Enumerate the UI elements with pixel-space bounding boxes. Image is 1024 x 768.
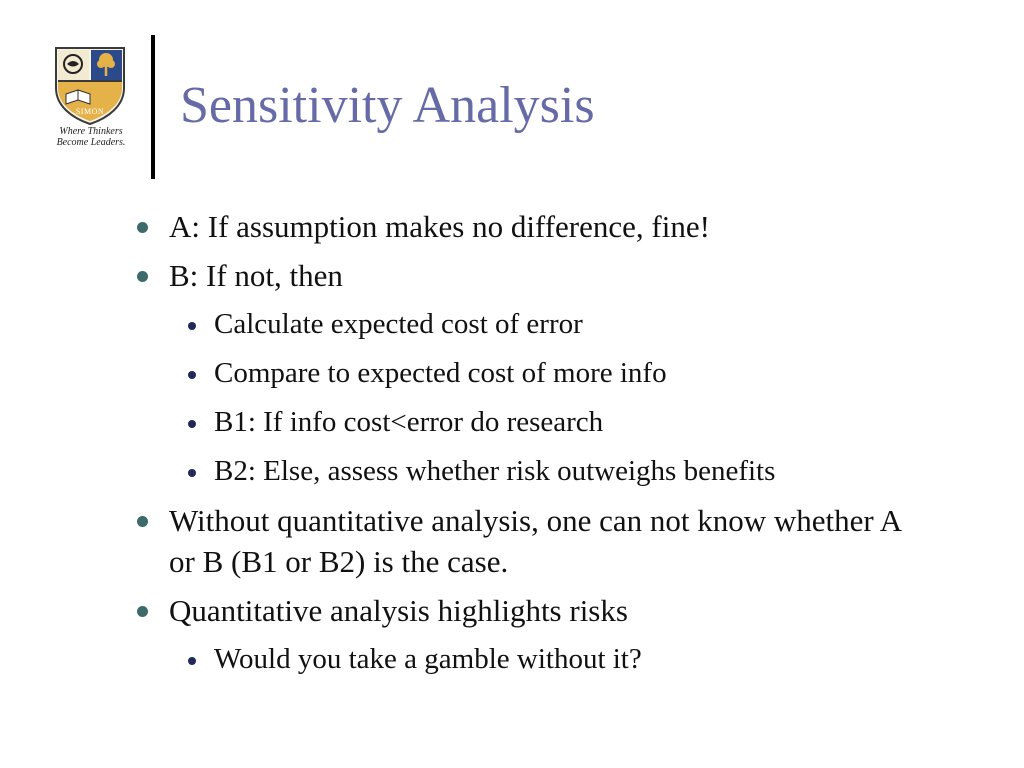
slide-title: Sensitivity Analysis (180, 77, 595, 134)
sub-bullet-text: B2: Else, assess whether risk outweighs benefits (214, 455, 776, 487)
sub-bullet-item (0, 304, 1004, 345)
bullet-text: B: If not, then (169, 258, 343, 293)
logo-wordmark: SIMON (75, 107, 105, 116)
logo-tagline (46, 126, 136, 148)
tagline-line-1: Where Thinkers (59, 126, 123, 137)
bullet-item (0, 500, 929, 582)
bullet-text: A: If assumption makes no difference, fine! (169, 209, 710, 244)
sub-bullet-dot-icon (188, 469, 196, 477)
sub-bullet-text: Calculate expected cost of error (214, 308, 583, 340)
sub-bullet-text: Compare to expected cost of more info (214, 357, 667, 389)
sub-bullet-dot-icon (188, 657, 196, 665)
sub-bullet-dot-icon (188, 420, 196, 428)
sub-bullet-text: Would you take a gamble without it? (214, 643, 642, 675)
sub-bullet-item (0, 353, 1004, 394)
tagline-line-2: Become Leaders. (56, 137, 126, 148)
bullet-dot-icon (137, 516, 148, 527)
bullet-text: Without quantitative analysis, one can not know whether A or B (B1 or B2) is the case. (169, 503, 901, 579)
sub-bullet-text: B1: If info cost<error do research (214, 406, 604, 438)
bullet-dot-icon (137, 271, 148, 282)
bullet-list (0, 206, 1024, 688)
sub-bullet-item (0, 639, 1004, 680)
sub-bullet-dot-icon (188, 322, 196, 330)
bullet-dot-icon (137, 606, 148, 617)
bullet-item (0, 590, 929, 631)
bullet-item (0, 255, 929, 296)
sub-bullet-item (0, 451, 1004, 492)
bullet-text: Quantitative analysis highlights risks (169, 593, 628, 628)
bullet-dot-icon (137, 222, 148, 233)
bullet-item (0, 206, 929, 247)
header-divider (151, 35, 155, 179)
sub-bullet-dot-icon (188, 371, 196, 379)
sub-bullet-item (0, 402, 1004, 443)
